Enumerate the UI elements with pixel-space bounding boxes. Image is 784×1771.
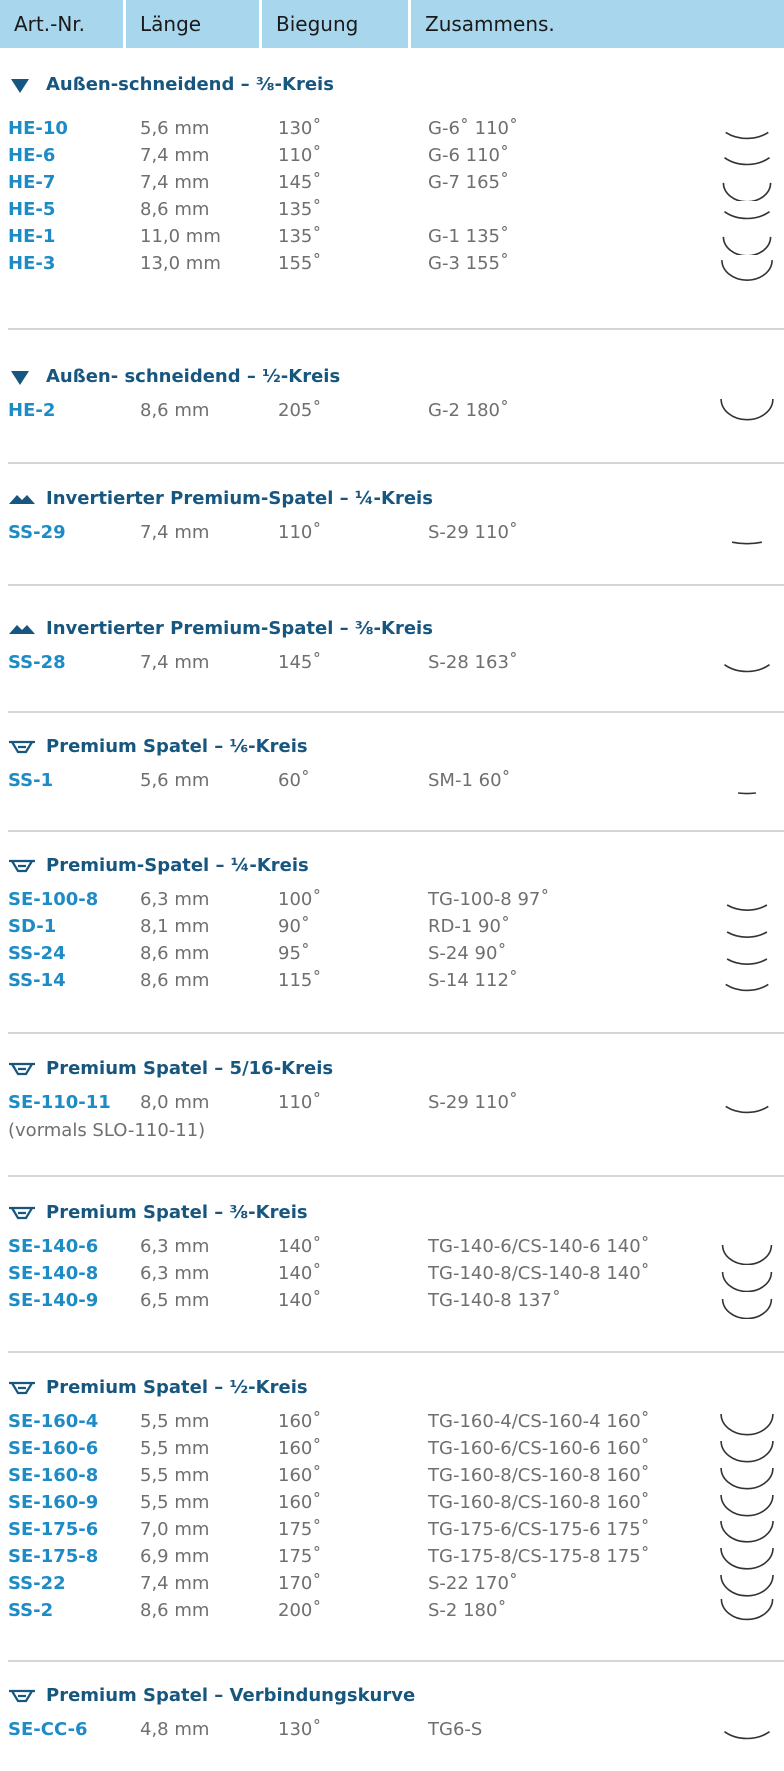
article-number: HE-7 bbox=[8, 172, 56, 193]
composition-cell: G-3 155˚ bbox=[428, 253, 509, 274]
table-row bbox=[0, 1411, 784, 1439]
article-number: HE-10 bbox=[8, 118, 68, 139]
table-row bbox=[0, 1236, 784, 1264]
article-number: HE-5 bbox=[8, 199, 56, 220]
article-number: SE-175-6 bbox=[8, 1519, 99, 1540]
article-number: SE-CC-6 bbox=[8, 1719, 88, 1740]
bend-cell: 95˚ bbox=[278, 943, 310, 964]
needle-curve-icon bbox=[715, 1716, 779, 1748]
article-number: SS-1 bbox=[8, 770, 54, 791]
length-cell: 6,3 mm bbox=[140, 1263, 210, 1284]
table-row bbox=[0, 400, 784, 428]
needle-curve-icon bbox=[715, 1089, 779, 1121]
section-title-text: Premium-Spatel – ¼-Kreis bbox=[46, 855, 309, 876]
section-title bbox=[8, 736, 308, 757]
article-number: SE-140-8 bbox=[8, 1263, 99, 1284]
bend-cell: 60˚ bbox=[278, 770, 310, 791]
length-cell: 13,0 mm bbox=[140, 253, 221, 274]
article-number: SE-160-9 bbox=[8, 1492, 99, 1513]
needle-curve-icon bbox=[715, 397, 779, 429]
composition-cell: G-6˚ 110˚ bbox=[428, 118, 518, 139]
length-cell: 5,6 mm bbox=[140, 118, 210, 139]
table-row bbox=[0, 916, 784, 944]
bend-cell: 160˚ bbox=[278, 1438, 322, 1459]
section-title bbox=[8, 1058, 333, 1079]
table-header bbox=[0, 0, 784, 48]
section-divider bbox=[8, 830, 784, 832]
table-row bbox=[0, 1573, 784, 1601]
article-number: HE-6 bbox=[8, 145, 56, 166]
section-divider bbox=[8, 328, 784, 330]
article-number: SE-140-9 bbox=[8, 1290, 99, 1311]
length-cell: 11,0 mm bbox=[140, 226, 221, 247]
bend-cell: 135˚ bbox=[278, 199, 322, 220]
needle-curve-icon bbox=[715, 967, 779, 999]
section-divider bbox=[8, 462, 784, 464]
section-title bbox=[8, 1202, 308, 1223]
bend-cell: 200˚ bbox=[278, 1600, 322, 1621]
composition-cell: S-29 110˚ bbox=[428, 522, 518, 543]
length-cell: 5,5 mm bbox=[140, 1492, 210, 1513]
section-title-text: Premium Spatel – ⅙-Kreis bbox=[46, 736, 308, 757]
bend-cell: 130˚ bbox=[278, 1719, 322, 1740]
section-title-text: Premium Spatel – ⅜-Kreis bbox=[46, 1202, 308, 1223]
length-cell: 7,4 mm bbox=[140, 522, 210, 543]
needle-curve-icon bbox=[715, 519, 779, 551]
section-title bbox=[8, 855, 309, 876]
length-cell: 8,6 mm bbox=[140, 970, 210, 991]
needle-curve-icon bbox=[715, 649, 779, 681]
composition-cell: TG6-S bbox=[428, 1719, 483, 1740]
spatula-icon bbox=[8, 739, 36, 755]
section-title bbox=[8, 488, 433, 509]
article-number: SE-140-6 bbox=[8, 1236, 99, 1257]
composition-cell: S-14 112˚ bbox=[428, 970, 518, 991]
length-cell: 5,5 mm bbox=[140, 1465, 210, 1486]
table-row bbox=[0, 1290, 784, 1318]
table-row bbox=[0, 253, 784, 281]
length-cell: 5,6 mm bbox=[140, 770, 210, 791]
bend-cell: 160˚ bbox=[278, 1465, 322, 1486]
section-title bbox=[8, 1685, 415, 1706]
article-number: SE-160-8 bbox=[8, 1465, 99, 1486]
table-row bbox=[0, 1263, 784, 1291]
article-number: SS-2 bbox=[8, 1600, 54, 1621]
table-row bbox=[0, 145, 784, 173]
needle-curve-icon bbox=[715, 250, 779, 282]
bend-cell: 175˚ bbox=[278, 1519, 322, 1540]
section-divider bbox=[8, 1175, 784, 1177]
article-number: SE-175-8 bbox=[8, 1546, 99, 1567]
composition-cell: G-1 135˚ bbox=[428, 226, 509, 247]
section-title bbox=[8, 74, 334, 95]
composition-cell: TG-175-6/CS-175-6 175˚ bbox=[428, 1519, 650, 1540]
length-cell: 7,0 mm bbox=[140, 1519, 210, 1540]
triangle-icon bbox=[8, 77, 36, 93]
composition-cell: G-7 165˚ bbox=[428, 172, 509, 193]
section-divider bbox=[8, 1660, 784, 1662]
composition-cell: TG-160-8/CS-160-8 160˚ bbox=[428, 1465, 650, 1486]
table-row bbox=[0, 522, 784, 550]
composition-cell: S-29 110˚ bbox=[428, 1092, 518, 1113]
section-divider bbox=[8, 584, 784, 586]
bend-cell: 110˚ bbox=[278, 145, 322, 166]
bend-cell: 90˚ bbox=[278, 916, 310, 937]
section-divider bbox=[8, 1032, 784, 1034]
bend-cell: 115˚ bbox=[278, 970, 322, 991]
spatula-icon bbox=[8, 1380, 36, 1396]
article-number: SE-110-11 bbox=[8, 1092, 111, 1113]
table-row bbox=[0, 770, 784, 798]
table-row bbox=[0, 1519, 784, 1547]
table-row bbox=[0, 943, 784, 971]
bend-cell: 145˚ bbox=[278, 172, 322, 193]
composition-cell: TG-100-8 97˚ bbox=[428, 889, 550, 910]
composition-cell: S-28 163˚ bbox=[428, 652, 518, 673]
bend-cell: 205˚ bbox=[278, 400, 322, 421]
section-title bbox=[8, 618, 433, 639]
length-cell: 7,4 mm bbox=[140, 652, 210, 673]
length-cell: 6,9 mm bbox=[140, 1546, 210, 1567]
length-cell: 8,6 mm bbox=[140, 1600, 210, 1621]
article-number: SS-28 bbox=[8, 652, 66, 673]
bend-cell: 140˚ bbox=[278, 1236, 322, 1257]
table-row bbox=[0, 1600, 784, 1628]
bend-cell: 175˚ bbox=[278, 1546, 322, 1567]
table-row bbox=[0, 1492, 784, 1520]
composition-cell: S-2 180˚ bbox=[428, 1600, 507, 1621]
section-title-text: Invertierter Premium-Spatel – ¼-Kreis bbox=[46, 488, 433, 509]
section-title-text: Außen-schneidend – ⅜-Kreis bbox=[46, 74, 334, 95]
section-title-text: Premium Spatel – ½-Kreis bbox=[46, 1377, 308, 1398]
article-number: HE-3 bbox=[8, 253, 56, 274]
inverted-spatula-icon bbox=[8, 491, 36, 507]
section-divider bbox=[8, 1351, 784, 1353]
length-cell: 7,4 mm bbox=[140, 145, 210, 166]
table-row bbox=[0, 1546, 784, 1574]
table-row bbox=[0, 1092, 784, 1120]
length-cell: 7,4 mm bbox=[140, 1573, 210, 1594]
composition-cell: S-24 90˚ bbox=[428, 943, 507, 964]
header-composition: Zusammens. bbox=[411, 0, 784, 48]
bend-cell: 110˚ bbox=[278, 1092, 322, 1113]
bend-cell: 145˚ bbox=[278, 652, 322, 673]
table-row bbox=[0, 1465, 784, 1493]
bend-cell: 135˚ bbox=[278, 226, 322, 247]
article-number: SE-100-8 bbox=[8, 889, 99, 910]
composition-cell: SM-1 60˚ bbox=[428, 770, 511, 791]
table-row bbox=[0, 889, 784, 917]
length-cell: 8,6 mm bbox=[140, 943, 210, 964]
spatula-icon bbox=[8, 1061, 36, 1077]
bend-cell: 140˚ bbox=[278, 1290, 322, 1311]
bend-cell: 110˚ bbox=[278, 522, 322, 543]
length-cell: 8,0 mm bbox=[140, 1092, 210, 1113]
composition-cell: TG-175-8/CS-175-8 175˚ bbox=[428, 1546, 650, 1567]
table-row bbox=[0, 226, 784, 254]
length-cell: 6,3 mm bbox=[140, 1236, 210, 1257]
length-cell: 6,3 mm bbox=[140, 889, 210, 910]
bend-cell: 160˚ bbox=[278, 1492, 322, 1513]
composition-cell: G-6 110˚ bbox=[428, 145, 509, 166]
table-row bbox=[0, 970, 784, 998]
section-title-text: Außen- schneidend – ½-Kreis bbox=[46, 366, 341, 387]
composition-cell: TG-160-8/CS-160-8 160˚ bbox=[428, 1492, 650, 1513]
composition-cell: G-2 180˚ bbox=[428, 400, 509, 421]
article-number: HE-1 bbox=[8, 226, 56, 247]
section-title-text: Premium Spatel – Verbindungskurve bbox=[46, 1685, 416, 1706]
table-row bbox=[0, 118, 784, 146]
article-number: SS-24 bbox=[8, 943, 66, 964]
length-cell: 6,5 mm bbox=[140, 1290, 210, 1311]
spatula-icon bbox=[8, 1205, 36, 1221]
needle-curve-icon bbox=[715, 1287, 779, 1319]
composition-cell: TG-160-4/CS-160-4 160˚ bbox=[428, 1411, 650, 1432]
composition-cell: TG-140-6/CS-140-6 140˚ bbox=[428, 1236, 650, 1257]
article-number: SS-29 bbox=[8, 522, 66, 543]
bend-cell: 140˚ bbox=[278, 1263, 322, 1284]
section-title bbox=[8, 366, 340, 387]
composition-cell: TG-160-6/CS-160-6 160˚ bbox=[428, 1438, 650, 1459]
table-row bbox=[0, 1438, 784, 1466]
bend-cell: 100˚ bbox=[278, 889, 322, 910]
section-title-text: Premium Spatel – 5/16-Kreis bbox=[46, 1058, 334, 1079]
article-number: SE-160-6 bbox=[8, 1438, 99, 1459]
header-art-nr: Art.-Nr. bbox=[0, 0, 126, 48]
section-title-text: Invertierter Premium-Spatel – ⅜-Kreis bbox=[46, 618, 433, 639]
length-cell: 4,8 mm bbox=[140, 1719, 210, 1740]
length-cell: 7,4 mm bbox=[140, 172, 210, 193]
needle-curve-icon bbox=[715, 1597, 779, 1629]
triangle-icon bbox=[8, 369, 36, 385]
inverted-spatula-icon bbox=[8, 621, 36, 637]
length-cell: 8,6 mm bbox=[140, 400, 210, 421]
length-cell: 8,1 mm bbox=[140, 916, 210, 937]
header-bend: Biegung bbox=[262, 0, 411, 48]
needle-curve-icon bbox=[715, 767, 779, 799]
spatula-icon bbox=[8, 1688, 36, 1704]
bend-cell: 130˚ bbox=[278, 118, 322, 139]
article-number: SD-1 bbox=[8, 916, 57, 937]
bend-cell: 155˚ bbox=[278, 253, 322, 274]
bend-cell: 170˚ bbox=[278, 1573, 322, 1594]
table-row bbox=[0, 172, 784, 200]
article-number: SS-14 bbox=[8, 970, 66, 991]
composition-cell: TG-140-8 137˚ bbox=[428, 1290, 561, 1311]
section-title bbox=[8, 1377, 308, 1398]
composition-cell: TG-140-8/CS-140-8 140˚ bbox=[428, 1263, 650, 1284]
table-row bbox=[0, 652, 784, 680]
header-length: Länge bbox=[126, 0, 262, 48]
composition-cell: RD-1 90˚ bbox=[428, 916, 510, 937]
row-note: (vormals SLO-110-11) bbox=[8, 1120, 206, 1141]
article-number: SE-160-4 bbox=[8, 1411, 99, 1432]
length-cell: 5,5 mm bbox=[140, 1411, 210, 1432]
article-number: HE-2 bbox=[8, 400, 56, 421]
bend-cell: 160˚ bbox=[278, 1411, 322, 1432]
length-cell: 8,6 mm bbox=[140, 199, 210, 220]
section-divider bbox=[8, 711, 784, 713]
length-cell: 5,5 mm bbox=[140, 1438, 210, 1459]
spatula-icon bbox=[8, 858, 36, 874]
article-number: SS-22 bbox=[8, 1573, 66, 1594]
table-row bbox=[0, 1719, 784, 1747]
table-row bbox=[0, 199, 784, 227]
composition-cell: S-22 170˚ bbox=[428, 1573, 518, 1594]
